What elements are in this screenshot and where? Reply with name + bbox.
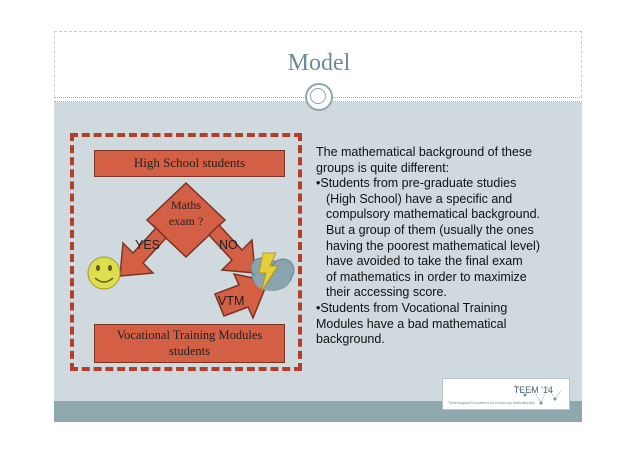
decision-label-line2: exam ? <box>168 214 204 228</box>
bullet1-line8: their accessing score. <box>326 285 447 300</box>
high-school-label: High School students <box>133 155 246 170</box>
slide-title: Model <box>287 50 351 76</box>
high-school-box <box>94 150 285 177</box>
bullet1-line5: having the poorest mathematical level) <box>326 238 541 253</box>
bullet1-line2: (High School) have a specific and <box>326 191 513 206</box>
bullet1-line4: But a group of them (usually the ones <box>326 222 534 237</box>
body-text <box>316 145 578 348</box>
intro-line1: The mathematical background of these <box>316 145 533 159</box>
bullet2-line3: background. <box>316 332 385 347</box>
bullet1-line1: •Students from pre-graduate studies <box>316 176 517 191</box>
teem-logo <box>442 378 570 410</box>
vtm-label: VTM <box>218 294 245 308</box>
bullet2-line1: •Students from Vocational Training <box>316 300 508 315</box>
bullet1-line7: of mathematics in order to maximize <box>326 269 527 284</box>
intro-line2: groups is quite different: <box>316 160 450 175</box>
yes-label: YES <box>135 238 161 252</box>
decision-label-line1: Maths <box>171 198 201 212</box>
logo-title: TEEM '14 <box>513 385 553 395</box>
vocational-label-line2: students <box>169 344 210 358</box>
no-label: NO <box>219 238 238 252</box>
vocational-label-line1: Vocational Training Modules <box>116 328 263 342</box>
logo-subtitle: Technological Ecosystems for Enhancing Multiculturality <box>448 401 535 405</box>
bullet1-line6: have avoided to take the final exam <box>326 254 523 269</box>
decision-label <box>161 197 211 229</box>
vocational-box <box>94 324 285 363</box>
bullet1-line3: compulsory mathematical background. <box>326 207 540 222</box>
bullet2-line2: Modules have a bad mathematical <box>316 316 507 331</box>
